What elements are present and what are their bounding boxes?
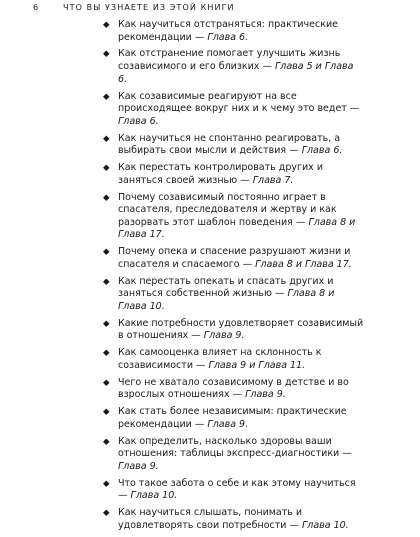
list-item-text: Как научиться не спонтанно реагировать, а выбирать свои мысли и действия — bbox=[118, 132, 341, 157]
diamond-bullet-icon: ◆ bbox=[103, 276, 110, 287]
list-item bbox=[101, 162, 365, 187]
running-head bbox=[33, 3, 235, 12]
diamond-bullet-icon: ◆ bbox=[103, 192, 110, 203]
chapter-reference: Глава 7. bbox=[252, 174, 294, 186]
diamond-bullet-icon: ◆ bbox=[103, 407, 110, 418]
chapter-reference: Глава 9. bbox=[118, 460, 159, 472]
list-item bbox=[101, 19, 365, 44]
chapter-reference: Глава 9 и Глава 11. bbox=[208, 359, 306, 371]
list-item-text: Что такое забота о себе и как этому научиться — bbox=[118, 477, 356, 502]
list-item-text: Как научиться отстраняться: практические рекомендации — bbox=[118, 19, 338, 43]
list-item bbox=[101, 347, 365, 372]
diamond-bullet-icon: ◆ bbox=[103, 318, 110, 329]
list-item bbox=[101, 192, 365, 242]
chapter-reference: Глава 8 и Глава 17. bbox=[255, 258, 352, 270]
topic-list bbox=[101, 19, 365, 537]
page-number: 6 bbox=[33, 3, 39, 12]
list-item-text: Как стать более независимым: практические рекомендации — bbox=[118, 406, 347, 430]
list-item-text: Как созависимые реагируют на все происходящее вокруг них и к чему это ведет — bbox=[118, 90, 360, 115]
list-item-text: Как научиться слышать, понимать и удовлетворять свои потребности — bbox=[118, 507, 303, 531]
chapter-reference: Глава 6. bbox=[118, 115, 159, 127]
chapter-reference: Глава 10. bbox=[301, 519, 349, 531]
list-item bbox=[101, 91, 365, 129]
diamond-bullet-icon: ◆ bbox=[103, 49, 110, 60]
chapter-reference: Глава 6. bbox=[301, 145, 343, 157]
chapter-reference: Глава 8 и Глава 10. bbox=[118, 288, 335, 312]
list-item bbox=[101, 507, 365, 532]
chapter-reference: Глава 8 и Глава 17. bbox=[118, 216, 356, 241]
running-title: ЧТО ВЫ УЗНАЕТЕ ИЗ ЭТОЙ КНИГИ bbox=[63, 3, 235, 12]
list-item-text: Как перестать опекать и спасать других и заняться собственной жизнью — bbox=[118, 275, 334, 300]
chapter-reference: Глава 9. bbox=[207, 418, 249, 430]
list-item bbox=[101, 436, 365, 474]
diamond-bullet-icon: ◆ bbox=[103, 436, 110, 447]
diamond-bullet-icon: ◆ bbox=[103, 163, 110, 174]
list-item-text: Почему созависимый постоянно играет в спасателя, преследователя и жертву и как разорвать этот шаблон поведения — bbox=[118, 191, 337, 228]
diamond-bullet-icon: ◆ bbox=[103, 348, 110, 359]
list-item-text: Как перестать контролировать других и заняться своей жизнью — bbox=[118, 162, 323, 186]
list-item bbox=[101, 133, 365, 158]
diamond-bullet-icon: ◆ bbox=[103, 133, 110, 144]
list-item bbox=[101, 478, 365, 503]
chapter-reference: Глава 9. bbox=[245, 389, 286, 401]
chapter-reference: Глава 9. bbox=[203, 330, 245, 342]
diamond-bullet-icon: ◆ bbox=[103, 508, 110, 519]
diamond-bullet-icon: ◆ bbox=[103, 20, 110, 30]
chapter-reference: Глава 5 и Глава 6. bbox=[118, 61, 354, 85]
list-item-text: Как определить, насколько здоровы ваши отношения: таблицы экспресс-диагностики — bbox=[118, 435, 352, 460]
list-item-text: Почему опека и спасение разрушают жизни и спасателя и спасаемого — bbox=[118, 246, 351, 270]
list-item bbox=[101, 246, 365, 271]
list-item bbox=[101, 406, 365, 431]
list-item-text: Какие потребности удовлетворяет созависимый в отношениях — bbox=[118, 317, 364, 342]
chapter-reference: Глава 10. bbox=[130, 490, 178, 502]
list-item bbox=[101, 48, 365, 86]
diamond-bullet-icon: ◆ bbox=[103, 247, 110, 258]
diamond-bullet-icon: ◆ bbox=[103, 91, 110, 102]
list-item bbox=[101, 377, 365, 402]
list-item bbox=[101, 318, 365, 343]
list-item bbox=[101, 276, 365, 314]
list-item-text: Чего не хватало созависимому в детстве и во взрослых отношениях — bbox=[118, 376, 349, 401]
chapter-reference: Глава 6. bbox=[207, 31, 249, 43]
diamond-bullet-icon: ◆ bbox=[103, 377, 110, 388]
diamond-bullet-icon: ◆ bbox=[103, 478, 110, 489]
list-item-text: Как самооценка влияет на склонность к созависимости — bbox=[118, 347, 322, 371]
list-item-text: Как отстранение помогает улучшить жизнь созависимого и его близких — bbox=[118, 48, 341, 73]
